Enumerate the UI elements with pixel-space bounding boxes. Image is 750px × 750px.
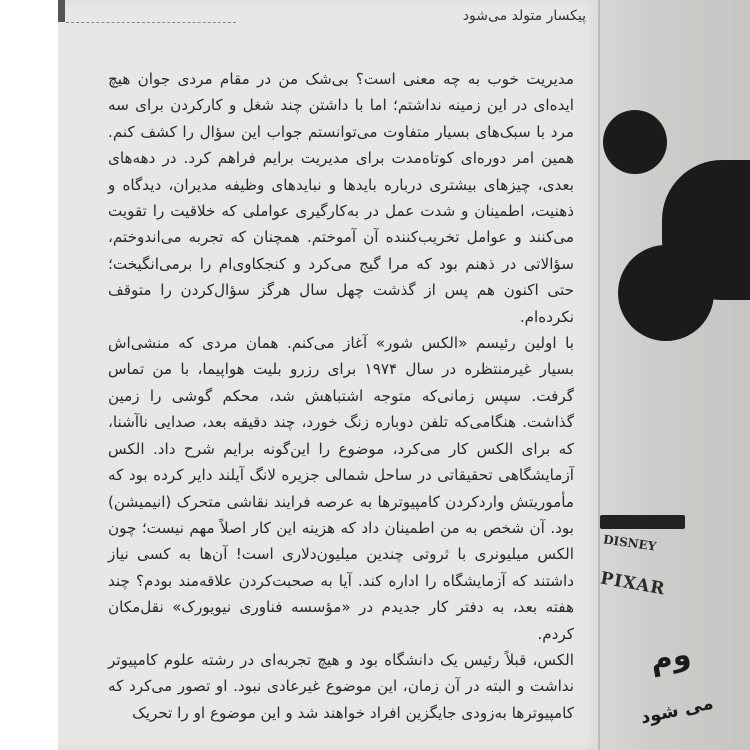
running-header: پیکسار متولد می‌شود <box>462 8 586 24</box>
page-edge-mark <box>58 0 65 22</box>
disney-logo: DISNEY <box>602 532 658 554</box>
paragraph-3: الکس، قبلاً رئیس یک دانشگاه بود و هیچ تجربه‌ای در رشته علوم کامپیوتر نداشت و البته در آن زمان، این موضوع غیرعادی نبود. او تصور می‌کرد که کامپیوترها به‌زودی جایگزین افراد خواهند شد و این موضوع او را تحریک <box>108 650 574 722</box>
body-text <box>108 66 574 726</box>
pixar-logo: PIXAR <box>598 568 667 600</box>
cover-subtitle-fragment: می شود <box>638 692 716 729</box>
silhouette-base <box>600 515 685 529</box>
paragraph-2: با اولین رئیسم «الکس شور» آغاز می‌کنم. همان مردی که منشی‌اش بسیار غیرمنتظره در سال ۱۹۷۴ برای رزرو بلیت هواپیما، با من تماس گرفت. سپس زمانی‌که متوجه اشتباهش شد، محکم گوشی را زمین گذاشت. هنگامی‌که تلفن دوباره زنگ خورد، چند دقیقه بعد، صدایی ناآشنا، که برای الکس کار می‌کرد، موضوع را این‌گونه برایم شرح داد. الکس آزمایشگاهی تحقیقاتی در ساحل شمالی جزیره لانگ آیلند دایر کرده بود که مأموریتش واردکردن کامپیوترها به عرصه فرایند نقاشی متحرک (انیمیشن) بود. آن شخص به من اطمینان داد که هزینه این کار اصلاً مهم نیست؛ چون الکس میلیونری با ثروتی چندین میلیون‌دلاری است! آن‌ها به کسی نیاز داشتند که آزمایشگاه را اداره کند. آیا به صحبت‌کردن علاقه‌مند بودم؟ چند هفته بعد، به دفتر کار جدیدم در «مؤسسه فناوری نیویورک» نقل‌مکان کردم. <box>108 334 575 643</box>
mickey-ear-icon <box>603 110 667 174</box>
header-divider <box>66 22 236 23</box>
cover-divider <box>598 0 600 750</box>
cover-title-fragment: وم <box>647 636 694 679</box>
paragraph-1: مدیریت خوب به چه معنی است؟ بی‌شک من در مقام مردی جوان هیچ ایده‌ای در این زمینه نداشتم؛ اما با داشتن چند شغل و کارکردن برای سه مرد با سبک‌های بسیار متفاوت می‌توانستم جواب این سؤال را کشف کنم. همین امر دوره‌ای کوتاه‌مدت برای مدیریت برایم فراهم کرد. در دهه‌های بعدی، چیزهای بیشتری درباره بایدها و نبایدهای وظیفه مدیران، دیدگاه و ذهنیت، اطمینان و شدت عمل در به‌کارگیری عواملی که خلاقیت را تقویت می‌کنند و عوامل تخریب‌کننده آن آموختم. همچنان که تجربه می‌اندوختم، سؤالاتی در ذهنم بود که مرا گیج می‌کرد و کنجکاوی‌ام را برمی‌انگیخت؛ حتی اکنون هم پس از گذشت چهل سال هرگز سؤال‌کردن را متوقف نکرده‌ام. <box>108 70 574 326</box>
